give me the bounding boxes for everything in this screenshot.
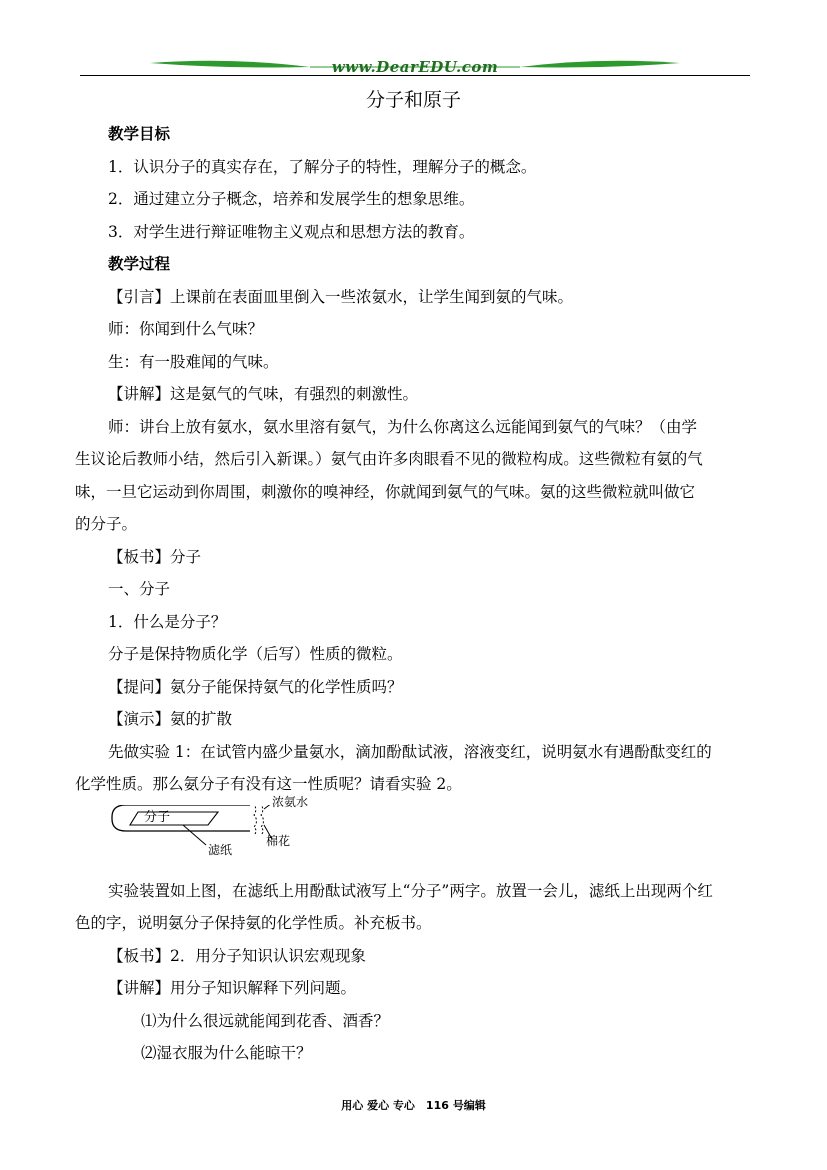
paragraph: 1．什么是分子？	[108, 612, 227, 631]
site-logo: www.DearEDU.com	[331, 58, 499, 76]
document-body	[75, 118, 748, 1070]
paragraph: 【板书】分子	[108, 547, 202, 566]
page-title: 分子和原子	[365, 89, 461, 111]
label-filter-paper: 滤纸	[208, 842, 233, 857]
paragraph: 师：你闻到什么气味？	[108, 320, 264, 338]
paragraph: 师：讲台上放有氨水，氨水里溶有氨气，为什么你离这么远能闻到氨气的气味？（由学	[108, 417, 698, 436]
paragraph: 化学性质。那么氨分子有没有这一性质呢？请看实验 2。	[75, 775, 462, 793]
filter-paper-text: 分子	[144, 809, 171, 825]
paragraph: 生议论后教师小结，然后引入新课。）氨气由许多肉眼看不见的微粒构成。这些微粒有氨的气	[75, 450, 703, 468]
test-tube-diagram-icon	[108, 805, 748, 869]
paragraph: 一、分子	[108, 580, 171, 598]
paragraph: 分子是保持物质化学（后写）性质的微粒。	[108, 645, 403, 663]
paragraph: 味，一旦它运动到你周围，刺激你的嗅神经，你就闻到氨气的气味。氨的这些微粒就叫做它	[75, 482, 696, 501]
ammonia-diffusion-figure	[108, 794, 748, 869]
paragraph: 的分子。	[75, 515, 138, 533]
goal-1: 1．认识分子的真实存在，了解分子的特性，理解分子的概念。	[108, 157, 537, 176]
section-heading-goals: 教学目标	[108, 125, 171, 143]
paragraph: 实验装置如上图，在滤纸上用酚酞试液写上“分子”两字。放置一会儿，滤纸上出现两个红	[108, 881, 713, 900]
label-cotton: 棉花	[266, 833, 291, 848]
paragraph: 【板书】2．用分子知识认识宏观现象	[108, 946, 366, 965]
paragraph: 色的字，说明氨分子保持氨的化学性质。补充板书。	[75, 914, 432, 932]
question-1: ⑴为什么很远就能闻到花香、酒香？	[141, 1011, 390, 1030]
paragraph: 生：有一股难闻的气味。	[108, 352, 279, 371]
paragraph: 【演示】氨的扩散	[108, 710, 233, 728]
goal-3: 3．对学生进行辩证唯物主义观点和思想方法的教育。	[108, 222, 475, 241]
page-header	[80, 55, 750, 85]
paragraph: 【讲解】用分子知识解释下列问题。	[108, 979, 357, 997]
header-divider	[80, 75, 750, 76]
paragraph: 【讲解】这是氨气的气味，有强烈的刺激性。	[108, 385, 419, 403]
label-ammonia: 浓氨水	[272, 794, 309, 809]
paragraph: 先做实验 1：在试管内盛少量氨水，滴加酚酞试液，溶液变红，说明氨水有遇酚酞变红的	[108, 742, 712, 761]
paragraph: 【引言】上课前在表面皿里倒入一些浓氨水，让学生闻到氨的气味。	[108, 287, 574, 306]
question-2: ⑵湿衣服为什么能晾干？	[141, 1044, 312, 1062]
section-heading-process: 教学过程	[108, 255, 171, 273]
paragraph: 【提问】氨分子能保持氨气的化学性质吗？	[108, 677, 403, 696]
goal-2: 2．通过建立分子概念，培养和发展学生的想象思维。	[108, 190, 475, 208]
page-footer: 用心 爱心 专心 116 号编辑	[341, 1099, 486, 1112]
